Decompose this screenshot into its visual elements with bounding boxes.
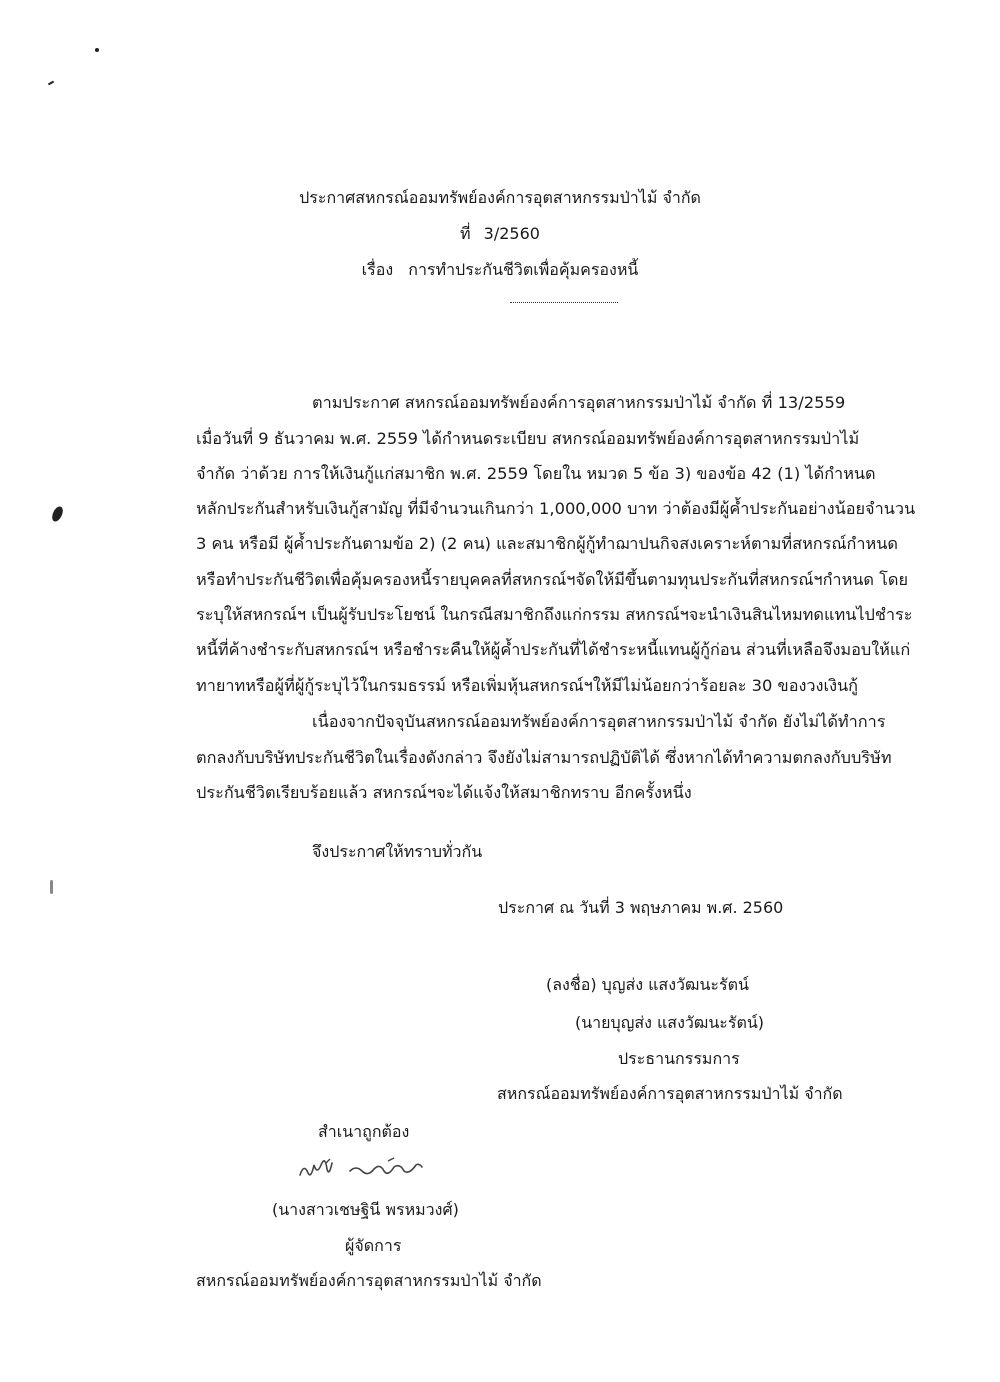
- certifier-organization: สหกรณ์ออมทรัพย์องค์การอุตสาหกรรมป่าไม้ จำกัด: [196, 1271, 542, 1290]
- announcement-title: ประกาศสหกรณ์ออมทรัพย์องค์การอุตสาหกรรมป่าไม้ จำกัด: [299, 188, 701, 207]
- signer-full-name: (นายบุญส่ง แสงวัฒนะรัตน์): [575, 1013, 765, 1032]
- paragraph-1-line: หนี้ที่ค้างชำระกับสหกรณ์ฯ หรือชำระคืนให้ผู้ค้ำประกันที่ได้ชำระหนี้แทนผู้กู้ก่อน ส่วนที่เหลือจึงมอบให้แก่: [196, 640, 911, 659]
- closing-statement: จึงประกาศให้ทราบทั่วกัน: [312, 842, 483, 861]
- signed-line: (ลงชื่อ) บุญส่ง แสงวัฒนะรัตน์: [546, 975, 749, 994]
- paragraph-1-line: ระบุให้สหกรณ์ฯ เป็นผู้รับประโยชน์ ในกรณีสมาชิกถึงแก่กรรม สหกรณ์ฯจะนำเงินสินไหมทดแทนไปชำระ: [196, 605, 913, 624]
- scan-mark: [50, 505, 65, 523]
- paragraph-2-line: เนื่องจากปัจจุบันสหกรณ์ออมทรัพย์องค์การอุตสาหกรรมป่าไม้ จำกัด ยังไม่ได้ทำการ: [312, 712, 886, 731]
- signer-organization: สหกรณ์ออมทรัพย์องค์การอุตสาหกรรมป่าไม้ จำกัด: [497, 1084, 843, 1103]
- handwritten-signature: [292, 1155, 492, 1185]
- paragraph-1-line: หรือทำประกันชีวิตเพื่อคุ้มครองหนี้รายบุคคลที่สหกรณ์ฯจัดให้มีขึ้นตามทุนประกันที่สหกรณ์ฯกำหนด โดย: [196, 570, 909, 589]
- paragraph-1-line: เมื่อวันที่ 9 ธันวาคม พ.ศ. 2559 ได้กำหนดระเบียบ สหกรณ์ออมทรัพย์องค์การอุตสาหกรรมป่าไม้: [196, 429, 860, 448]
- announcement-date: ประกาศ ณ วันที่ 3 พฤษภาคม พ.ศ. 2560: [498, 898, 784, 917]
- paragraph-1-line: หลักประกันสำหรับเงินกู้สามัญ ที่มีจำนวนเกินกว่า 1,000,000 บาท ว่าต้องมีผู้ค้ำประกันอย่างน้อยจำนวน: [196, 499, 916, 518]
- subject-label: เรื่อง: [361, 260, 394, 279]
- paragraph-1-line: จำกัด ว่าด้วย การให้เงินกู้แก่สมาชิก พ.ศ. 2559 โดยใน หมวด 5 ข้อ 3) ของข้อ 42 (1) ได้กำหนด: [196, 464, 876, 483]
- scan-mark: [95, 48, 99, 52]
- announcement-subject: [0, 258, 1000, 283]
- divider-dots: [510, 302, 618, 303]
- paragraph-2-line: ตกลงกับบริษัทประกันชีวิตในเรื่องดังกล่าว จึงยังไม่สามารถปฏิบัติได้ ซึ่งหากได้ทำความตกลงกับบริษัท: [196, 748, 892, 767]
- number-value: 3/2560: [483, 224, 540, 243]
- subject-text: การทำประกันชีวิตเพื่อคุ้มครองหนี้: [408, 260, 639, 279]
- paragraph-1-line: ทายาทหรือผู้ที่ผู้กู้ระบุไว้ในกรมธรรม์ หรือเพิ่มหุ้นสหกรณ์ฯให้มีไม่น้อยกว่าร้อยละ 30 ของวงเงินกู้: [196, 676, 859, 695]
- announcement-number: [0, 222, 1000, 247]
- scan-mark: [48, 81, 54, 86]
- scan-mark: [50, 880, 53, 894]
- certifier-name: (นางสาวเชษฐินี พรหมวงศ์): [272, 1200, 459, 1219]
- certifier-position: ผู้จัดการ: [345, 1236, 402, 1255]
- paragraph-1-line: 3 คน หรือมี ผู้ค้ำประกันตามข้อ 2) (2 คน) และสมาชิกผู้กู้ทำฌาปนกิจสงเคราะห์ตามที่สหกรณ์กำหนด: [196, 534, 898, 553]
- signer-position: ประธานกรรมการ: [618, 1049, 740, 1068]
- number-prefix: ที่: [460, 224, 471, 243]
- paragraph-1-line: ตามประกาศ สหกรณ์ออมทรัพย์องค์การอุตสาหกรรมป่าไม้ จำกัด ที่ 13/2559: [312, 393, 846, 412]
- paragraph-2-line: ประกันชีวิตเรียบร้อยแล้ว สหกรณ์ฯจะได้แจ้งให้สมาชิกทราบ อีกครั้งหนึ่ง: [196, 783, 692, 802]
- certified-copy-label: สำเนาถูกต้อง: [318, 1122, 410, 1141]
